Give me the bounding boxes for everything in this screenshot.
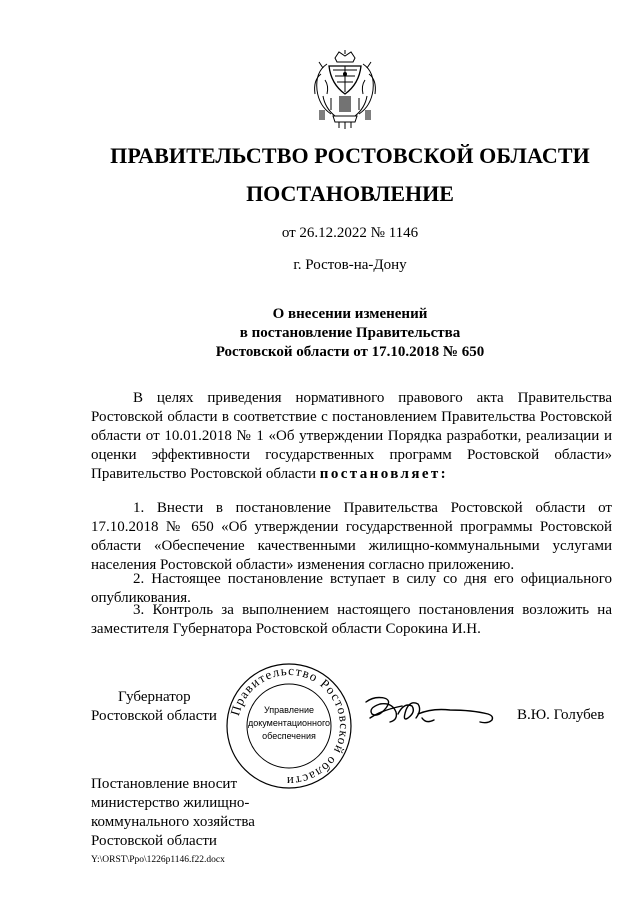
submitter-block	[91, 775, 255, 851]
stamp-outer-text: Правительство Ростовской области	[227, 662, 353, 790]
subject-line: О внесении изменений	[272, 306, 428, 322]
submitter-line: коммунального хозяйства	[91, 814, 255, 830]
position-line: Губернатор	[118, 689, 191, 705]
signatory-position	[91, 688, 217, 726]
file-path: Y:\ORST\Ppo\1226p1146.f22.docx	[91, 855, 225, 865]
city: г. Ростов-на-Дону	[293, 257, 407, 273]
handwritten-signature	[362, 688, 497, 732]
preamble-paragraph	[91, 389, 612, 484]
resolves-word: постановляет:	[319, 466, 449, 482]
stamp-inner-line: обеспечения	[262, 731, 316, 741]
subject-line: Ростовской области от 17.10.2018 № 650	[215, 344, 485, 360]
stamp-inner-line: Управление	[263, 705, 315, 715]
official-stamp	[225, 662, 353, 790]
submitter-line: Ростовской области	[91, 833, 217, 849]
subject-line: в постановление Правительства	[239, 325, 461, 341]
submitter-line: министерство жилищно-	[91, 795, 250, 811]
position-line: Ростовской области	[91, 708, 217, 724]
stamp-inner-line: документационного	[247, 718, 331, 728]
coat-of-arms-icon	[309, 50, 381, 130]
clause-3: 3. Контроль за выполнением настоящего постановления возложить на заместителя Губернатора Ростовской области Сорокина И.Н.	[91, 602, 612, 637]
document-subject	[0, 305, 640, 362]
date-and-number: от 26.12.2022 № 1146	[281, 225, 419, 241]
government-title: ПРАВИТЕЛЬСТВО РОСТОВСКОЙ ОБЛАСТИ	[110, 143, 590, 168]
clause-1: 1. Внести в постановление Правительства Ростовской области от 17.10.2018 № 650 «Об утверждении государственной программы Ростовской области «Обеспечение качественными жилищно-коммунальными услугами населения Ростовской области» изменения согласно приложению.	[91, 500, 612, 573]
document-type: ПОСТАНОВЛЕНИЕ	[246, 181, 454, 206]
submitter-line: Постановление вносит	[91, 776, 238, 792]
signatory-name: В.Ю. Голубев	[517, 707, 605, 723]
preamble-text: В целях приведения нормативного правового акта Правительства Ростовской области в соответствие с постановлением Правительства Ростовской области от 10.01.2018 № 1 «Об утверждении Порядка разработки, реализации и оценки эффективности государственных программ Ростовской области» Правительство Ростовской области	[91, 390, 612, 482]
clause-2: 2. Настоящее постановление вступает в силу со дня его официального опубликования.	[91, 571, 612, 606]
